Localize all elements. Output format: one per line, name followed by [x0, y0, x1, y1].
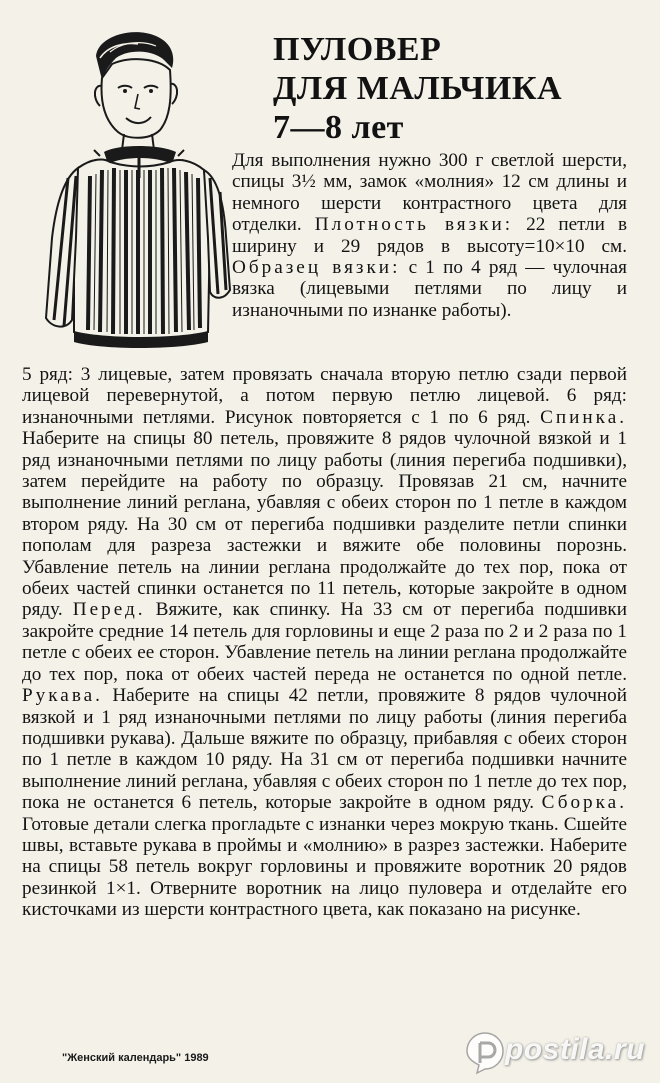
sleeves-label: Рукава.: [22, 685, 103, 707]
source-caption: "Женский календарь" 1989: [62, 1052, 209, 1064]
materials-text: Для выполнения нужно 300 г светлой шерсти, спицы 3½ мм, замок «молния» 12 см длины и немного шерсти контрастного цвета для отделки.: [232, 150, 627, 236]
logo-icon: [465, 1031, 505, 1075]
intro-column: [232, 150, 627, 321]
watermark: [465, 1029, 655, 1079]
title-line-2: ДЛЯ МАЛЬЧИКА: [273, 70, 563, 107]
front-text: Вяжите, как спинку. На 33 см от перегиба подшивки закройте средние 14 петель для горловины и еще 2 раза по 2 и 2 раза по 1 петле с обеих ее сторон. Убавление петель на линии реглана продолжайте до тех пор, пока от обеих частей переда не останется по одной петле.: [22, 599, 628, 685]
density-text: 22 петли в ширину и 29 рядов в высоту=10×10 см.: [232, 214, 627, 257]
pattern-text: с 1 по 4 ряд — чулочная вязка (лицевыми петлями по лицу и изнаночными по изнанке работы).: [232, 257, 627, 321]
assembly-text: Готовые детали слегка прогладьте с изнанки через мокрую ткань. Сшейте швы, вставьте рукава в проймы и «молнию» в разрез застежки. Наберите на спицы 58 петель вокруг горловины и провяжите воротник 20 рядов резинкой 1×1. Отверните воротник на лицо пуловера и отделайте его кисточками из шерсти контрастного цвета, как показано на рисунке.: [22, 813, 627, 921]
assembly-label: Сборка.: [541, 792, 627, 814]
main-text: [22, 364, 627, 921]
back-label: Спинка.: [540, 406, 628, 428]
density-label: Плотность вязки:: [314, 214, 514, 236]
boy-sweater-illustration: [38, 28, 238, 358]
title-line-1: ПУЛОВЕР: [273, 31, 442, 68]
front-label: Перед.: [72, 599, 146, 621]
article-title: [273, 30, 643, 147]
title-line-3: 7—8 лет: [273, 109, 404, 146]
back-text: Наберите на спицы 80 петель, провяжите 8 рядов чулочной вязкой и 1 ряд изнаночными петлями по лицу работы (линия перегиба подшивки), затем перейдите на работу по образцу. Провязав 21 см, начните выполнение линий реглана, убавляя с обеих сторон по 1 петле в каждом втором ряду. На 30 см от перегиба подшивки разделите петли спинки пополам для разреза застежки и вяжите обе половины порознь. Убавление петель на линии реглана продолжайте до тех пор, пока от обеих частей спинки останется по 11 петель, которые закройте в одном ряду.: [22, 428, 627, 621]
pattern-continuation: 5 ряд: 3 лицевые, затем провязать сначала вторую петлю сзади первой лицевой перевернутой, а потом первую петлю лицевой. 6 ряд: изнаночными петлями. Рисунок повторяется с 1 по 6 ряд.: [22, 364, 627, 428]
watermark-text: postila.ru: [505, 1033, 646, 1066]
pattern-label: Образец вязки:: [232, 257, 401, 279]
sleeves-text: Наберите на спицы 42 петли, провяжите 8 рядов чулочной вязкой и 1 ряд изнаночными петлями по лицу работы (линия перегиба подшивки рукава). Дальше вяжите по образцу, прибавляя с обеих сторон по 1 петле в каждом 10 ряду. На 31 см от перегиба подшивки начните выполнение линий реглана, убавляя с обеих сторон по 1 петле до тех пор, пока не останется 6 петель, которые закройте в одном ряду.: [22, 685, 627, 814]
